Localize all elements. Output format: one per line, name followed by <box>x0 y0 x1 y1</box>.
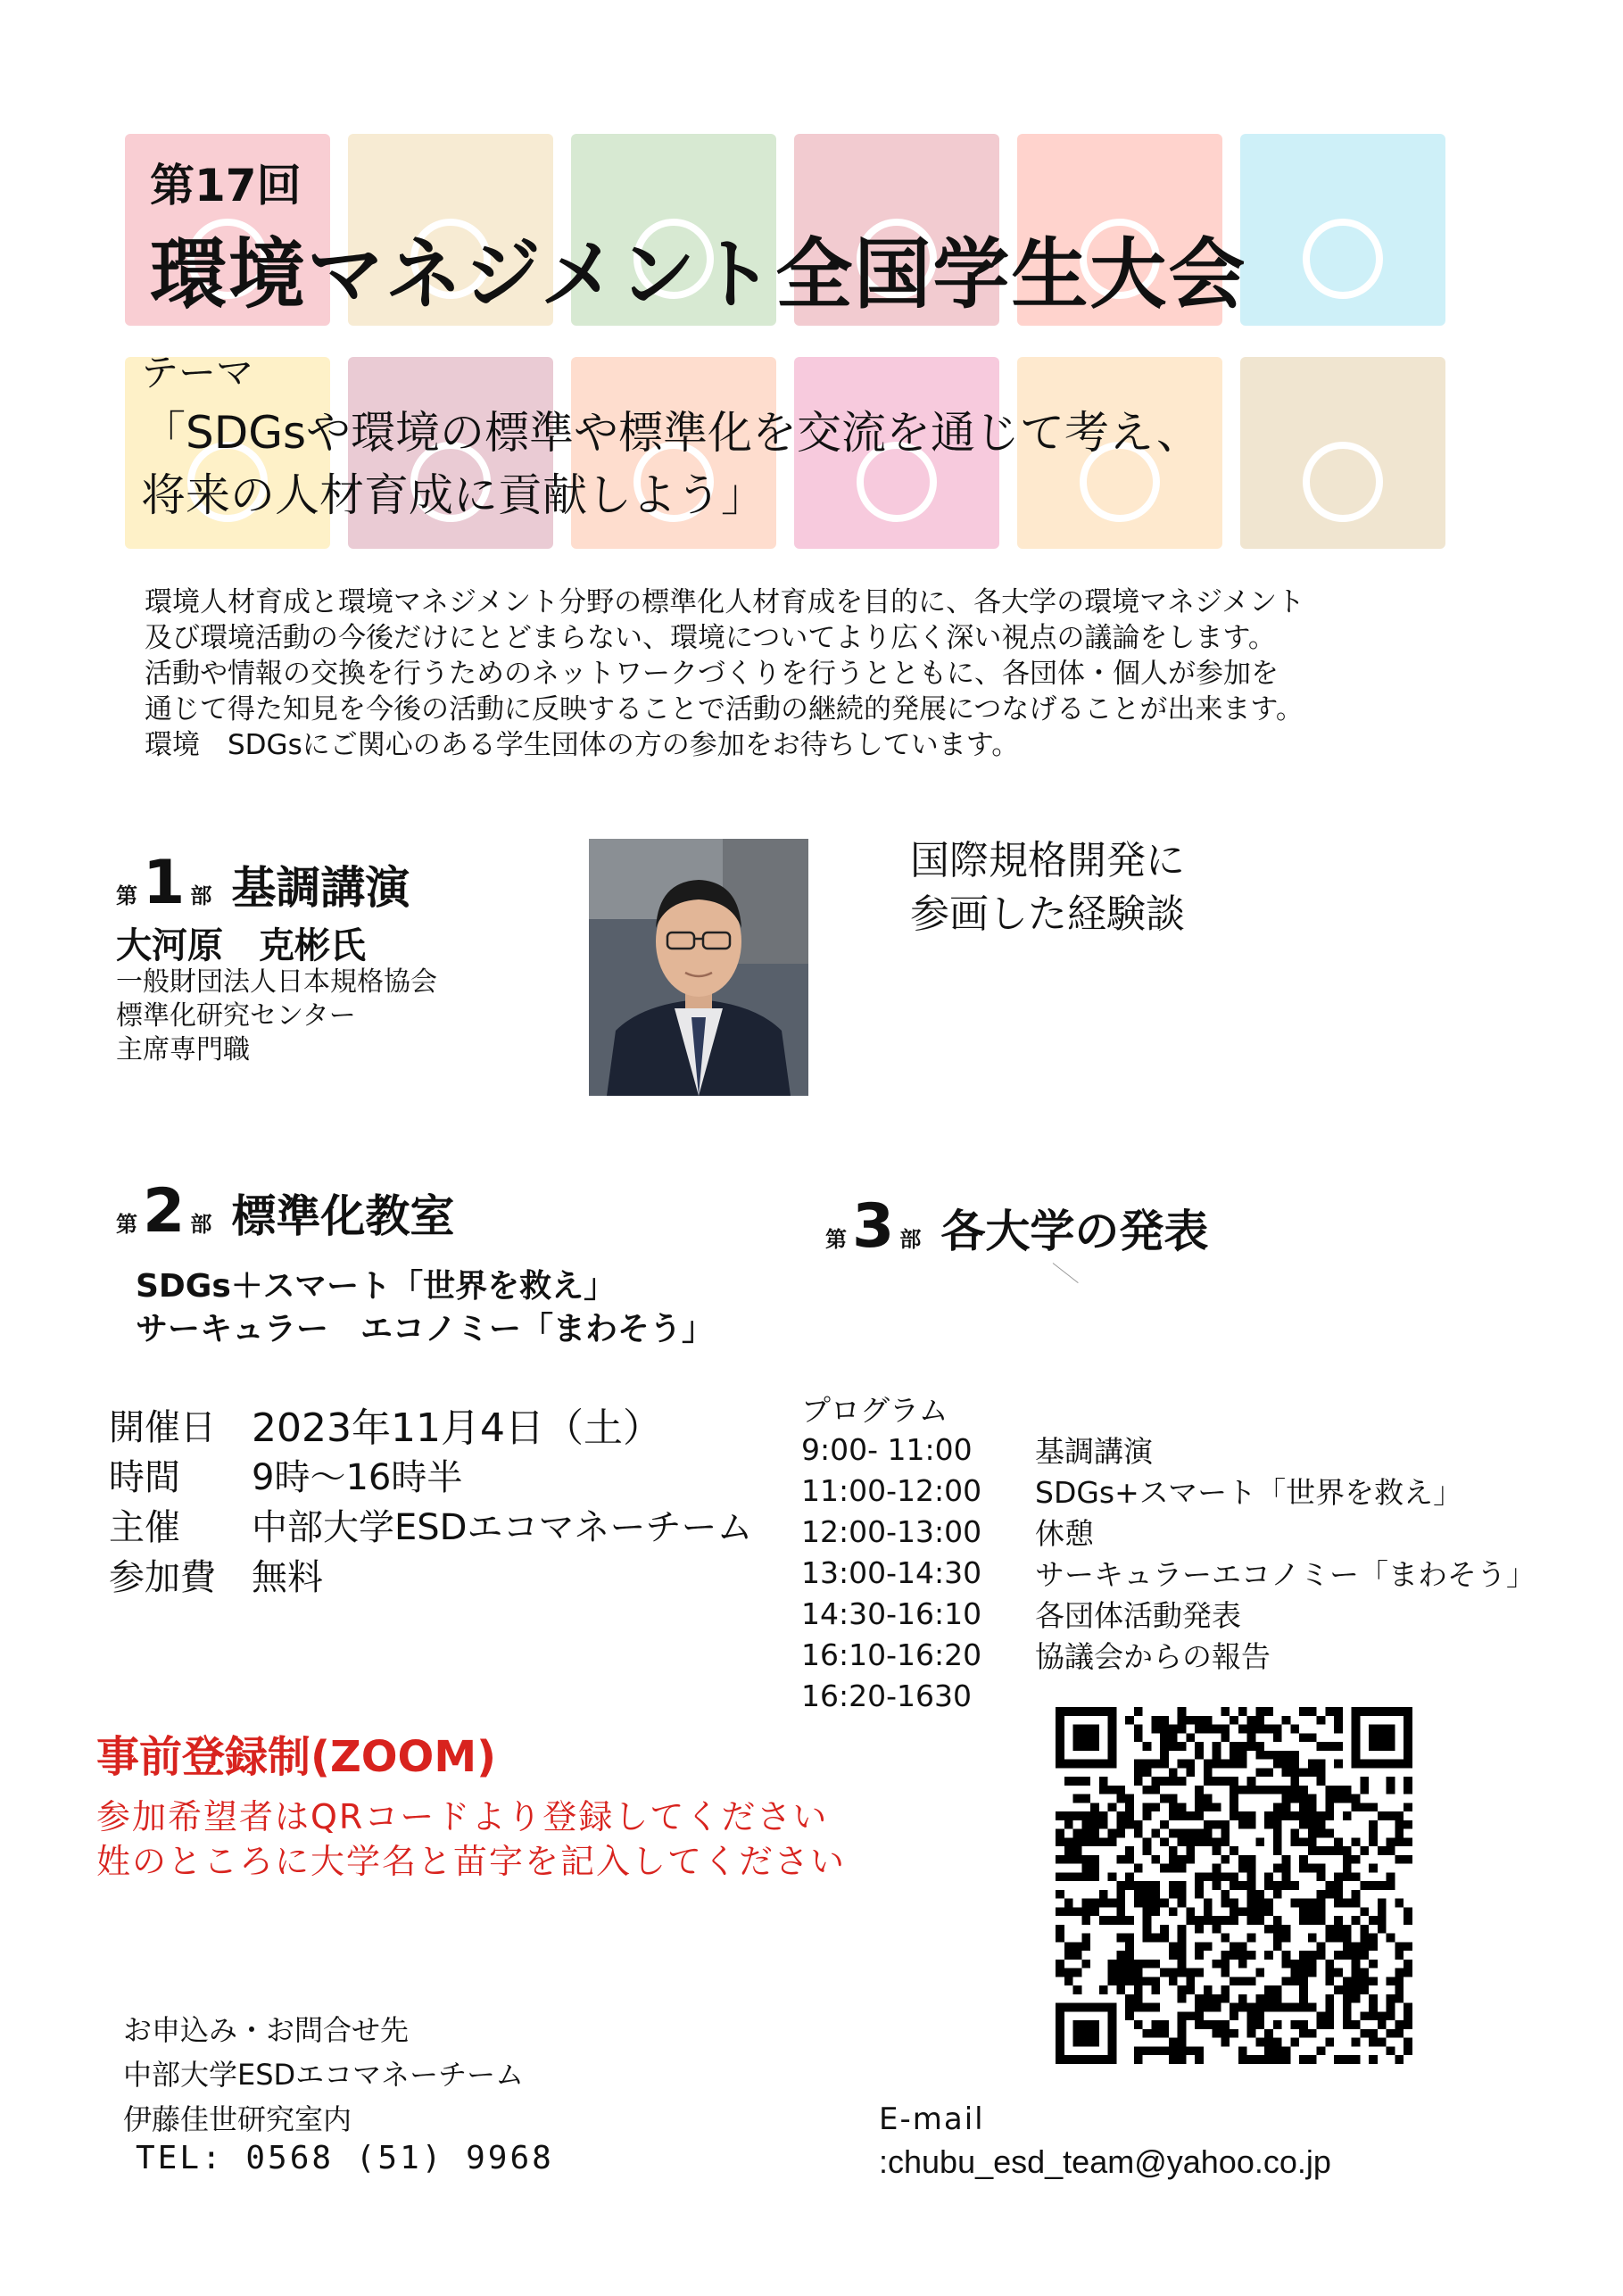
event-key: 参加費 <box>109 1556 216 1598</box>
intro-line: 環境 SDGsにご関心のある学生団体の方の参加をお待ちしています。 <box>145 729 1020 761</box>
program-title: プログラム <box>801 1393 948 1428</box>
part3-prefix: 第 <box>825 1227 847 1252</box>
program-item: 各団体活動発表 <box>1035 1597 1241 1633</box>
part1-title: 基調講演 <box>231 862 410 914</box>
sdg-goal-icon <box>1303 219 1383 299</box>
registration-instruction-2: 姓のところに大学名と苗字を記入してください <box>96 1842 847 1881</box>
program-item: SDGs+スマート「世界を救え」 <box>1035 1474 1463 1510</box>
talk-title-line: 国際規格開発に <box>910 838 1185 883</box>
program-row <box>801 1593 1536 1634</box>
speaker-affiliation <box>116 966 437 1067</box>
part2-number: 2 <box>143 1176 186 1247</box>
part2-items <box>136 1265 714 1351</box>
page-title: 環境マネジメント全国学生大会 <box>150 230 1247 319</box>
program-time: 9:00- 11:00 <box>801 1431 973 1467</box>
qr-code-image <box>1056 1706 1412 2065</box>
intro-paragraph <box>145 584 1536 763</box>
program-time: 11:00-12:00 <box>801 1472 982 1508</box>
program-row <box>801 1634 1536 1675</box>
registration-instruction-1: 参加希望者はQRコードより登録してください <box>96 1797 829 1836</box>
part2-title: 標準化教室 <box>231 1190 455 1242</box>
event-value: 2023年11月4日（土） <box>252 1405 662 1451</box>
program-row <box>801 1511 1536 1552</box>
program-item: サーキュラーエコノミー「まわそう」 <box>1035 1556 1536 1592</box>
program-item: 協議会からの報告 <box>1035 1638 1271 1674</box>
part2-item: サーキュラー エコノミー「まわそう」 <box>136 1311 715 1347</box>
program-item: 基調講演 <box>1035 1433 1153 1469</box>
program-time: 14:30-16:10 <box>801 1596 982 1631</box>
talk-title <box>910 834 1185 941</box>
part2-prefix: 第 <box>116 1212 137 1237</box>
divider-stroke <box>1053 1263 1079 1283</box>
part1-heading <box>116 848 410 918</box>
edition-label: 第17回 <box>150 160 302 211</box>
event-info <box>109 1399 752 1599</box>
contact-line: お申込み・お問合せ先 <box>123 2013 410 2047</box>
intro-line: 及び環境活動の今後だけにとどまらない、環境についてより広く深い視点の議論をします。 <box>145 622 1276 654</box>
email-label: E-mail <box>879 2101 985 2137</box>
speaker-photo <box>589 839 808 1096</box>
part3-heading <box>825 1191 1208 1262</box>
intro-line: 通じて得た知見を今後の活動に反映することで活動の継続的発展につなげることが出来ます。 <box>145 693 1304 725</box>
speaker-portrait-image <box>589 839 808 1096</box>
intro-line: 活動や情報の交換を行うためのネットワークづくりを行うとともに、各団体・個人が参加を <box>145 658 1279 690</box>
event-row-fee <box>109 1549 752 1599</box>
theme-label: テーマ <box>141 351 254 394</box>
event-row-date <box>109 1399 752 1449</box>
qr-code[interactable] <box>1056 1706 1412 2065</box>
theme-line-2: 将来の人材育成に貢献しよう」 <box>141 469 766 521</box>
theme-line-1: 「SDGsや環境の標準や標準化を交流を通じて考え、 <box>141 407 1202 459</box>
event-key: 開催日 <box>109 1406 216 1448</box>
program-schedule <box>801 1388 1536 1716</box>
program-time: 13:00-14:30 <box>801 1554 982 1590</box>
registration-title: 事前登録制(ZOOM) <box>96 1732 497 1782</box>
event-key: 主催 <box>109 1506 180 1548</box>
sdg-tile <box>1240 357 1445 549</box>
event-row-time <box>109 1449 752 1499</box>
contact-line: 中部大学ESDエコマネーチーム <box>123 2058 525 2092</box>
part2-suffix: 部 <box>190 1212 212 1237</box>
intro-line: 環境人材育成と環境マネジメント分野の標準化人材育成を目的に、各大学の環境マネジメント <box>145 586 1305 618</box>
program-time: 16:20-1630 <box>801 1678 972 1713</box>
part3-number: 3 <box>852 1191 895 1262</box>
program-item: 休憩 <box>1035 1515 1094 1551</box>
contact-email[interactable]: :chubu_esd_team@yahoo.co.jp <box>879 2143 1331 2180</box>
sdg-goal-icon <box>1303 442 1383 522</box>
part3-suffix: 部 <box>899 1227 922 1252</box>
program-row <box>801 1470 1536 1511</box>
event-key: 時間 <box>109 1456 180 1498</box>
event-value: 無料 <box>252 1556 323 1598</box>
affiliation-line: 一般財団法人日本規格協会 <box>116 966 437 998</box>
part1-suffix: 部 <box>190 883 212 908</box>
affiliation-line: 標準化研究センター <box>116 1000 356 1032</box>
program-time: 12:00-13:00 <box>801 1513 982 1549</box>
sdg-tile <box>1240 134 1445 326</box>
part1-number: 1 <box>143 848 186 918</box>
part1-prefix: 第 <box>116 883 137 908</box>
event-value: 9時～16時半 <box>252 1456 463 1498</box>
program-row <box>801 1552 1536 1593</box>
affiliation-line: 主席専門職 <box>116 1034 250 1065</box>
part3-title: 各大学の発表 <box>940 1206 1209 1257</box>
part2-heading <box>116 1176 454 1247</box>
part2-item: SDGs＋スマート「世界を救え」 <box>136 1268 617 1305</box>
program-time: 16:10-16:20 <box>801 1637 982 1672</box>
contact-phone: TEL: 0568 (51) 9968 <box>136 2140 554 2176</box>
speaker-name: 大河原 克彬氏 <box>116 925 366 966</box>
event-value: 中部大学ESDエコマネーチーム <box>252 1506 753 1548</box>
event-row-host <box>109 1499 752 1549</box>
contact-block <box>123 2008 524 2142</box>
contact-line: 伊藤佳世研究室内 <box>123 2102 352 2136</box>
talk-title-line: 参画した経験談 <box>910 891 1185 937</box>
program-row <box>801 1429 1536 1470</box>
